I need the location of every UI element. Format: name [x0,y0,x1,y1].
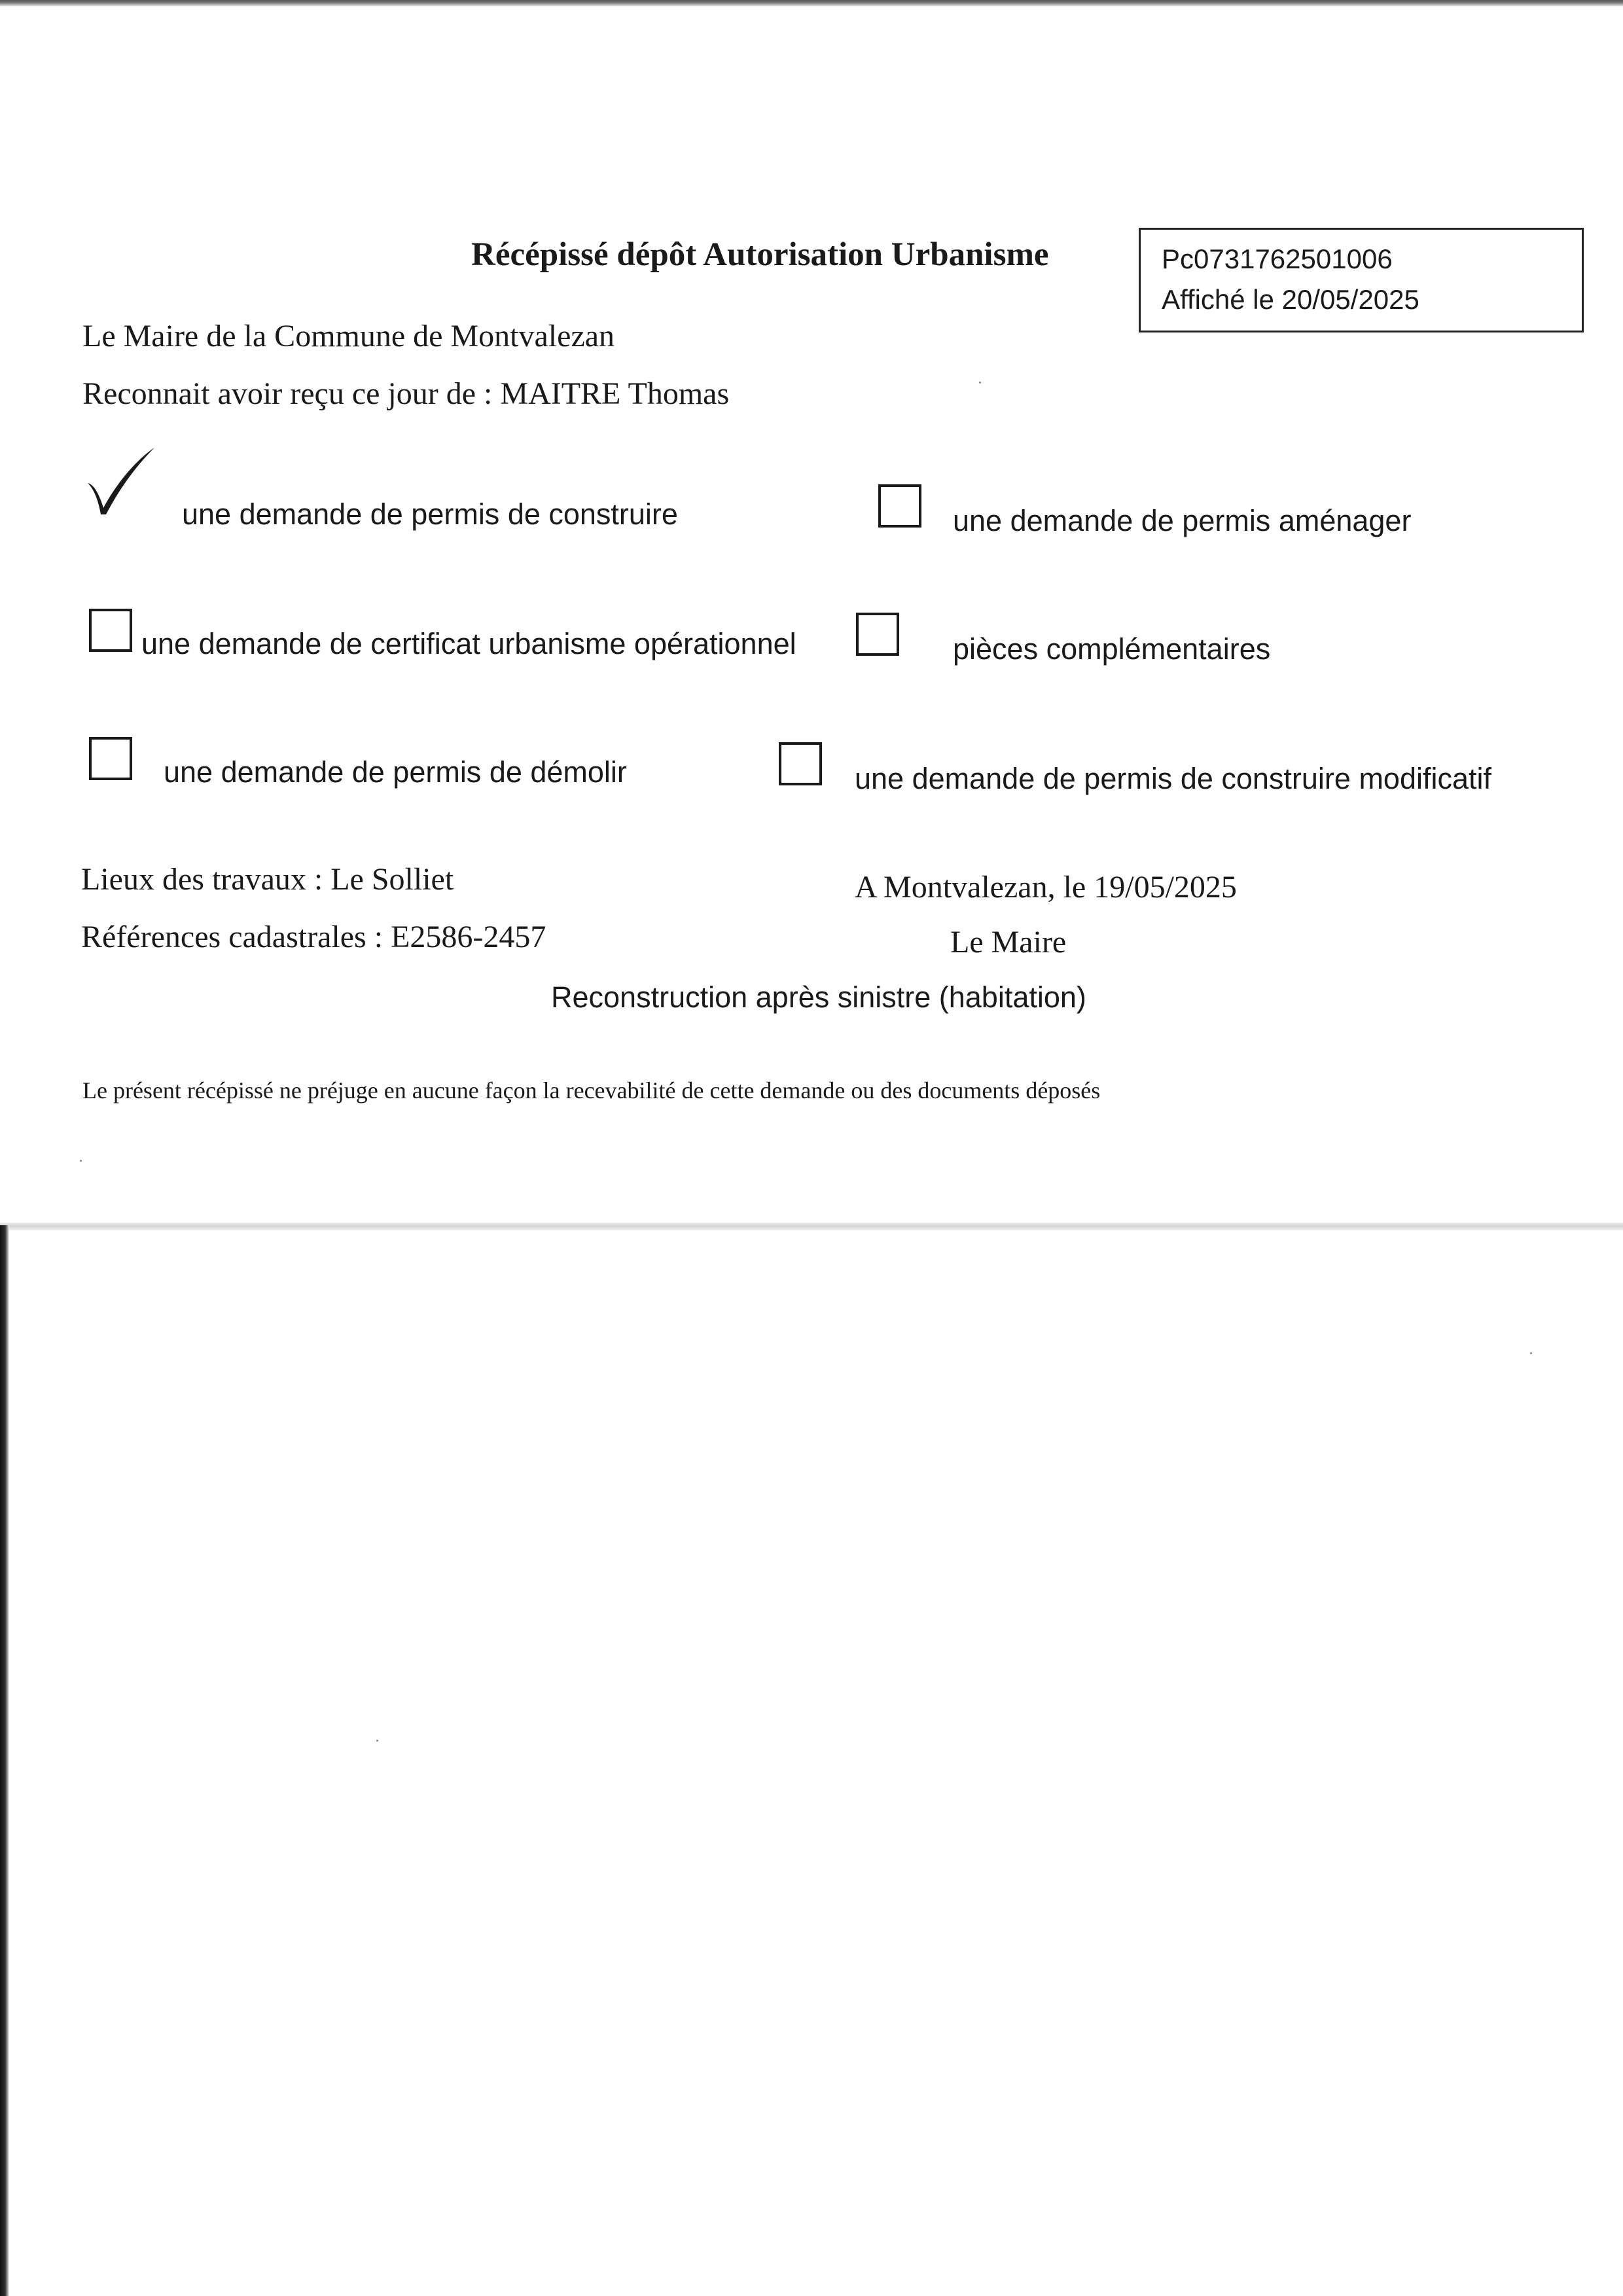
option-planning-permit-checkbox[interactable] [878,484,921,528]
mayor-line: Le Maire de la Commune de Montvalezan [82,319,615,353]
scan-left-edge [0,1225,9,2296]
works-location: Lieux des travaux : Le Solliet [81,862,454,897]
fold-line [0,1223,1623,1230]
scan-speck [376,1740,378,1742]
option-planning-permit: une demande de permis aménager [953,504,1412,537]
option-urbanism-certificate-checkbox[interactable] [89,609,132,652]
scan-speck [979,382,981,384]
received-line: Reconnait avoir reçu ce jour de : MAITRE Thomas [82,376,730,411]
option-modified-building-permit-checkbox[interactable] [779,742,822,785]
document-title: Récépissé dépôt Autorisation Urbanisme [471,236,1049,273]
checkmark-icon [84,445,159,517]
cadastral-references: Références cadastrales : E2586-2457 [81,920,546,954]
option-building-permit: une demande de permis de construire [182,497,678,531]
option-demolition-permit-checkbox[interactable] [89,737,132,780]
project-description: Reconstruction après sinistre (habitation) [551,980,1086,1014]
place-and-date: A Montvalezan, le 19/05/2025 [855,870,1237,905]
option-modified-building-permit: une demande de permis de construire modificatif [855,762,1492,795]
option-additional-documents-checkbox[interactable] [856,613,899,656]
scan-speck [80,1160,82,1162]
reference-box [1139,228,1584,332]
signatory: Le Maire [950,925,1067,960]
scan-speck [1530,1352,1532,1354]
disclaimer: Le présent récépissé ne préjuge en aucune façon la recevabilité de cette demande ou des documents déposés [82,1077,1101,1103]
posted-date: Affiché le 20/05/2025 [1162,284,1419,315]
file-number: Pc0731762501006 [1162,243,1393,274]
option-demolition-permit: une demande de permis de démolir [164,755,627,789]
scan-top-edge [0,0,1623,7]
option-urbanism-certificate: une demande de certificat urbanisme opérationnel [141,627,796,660]
option-additional-documents: pièces complémentaires [953,632,1271,666]
